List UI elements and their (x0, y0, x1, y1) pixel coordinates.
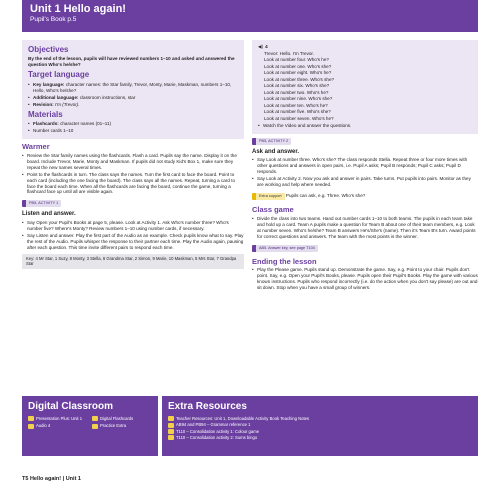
audio-icon: ◀) (258, 44, 264, 49)
extra-resource-line (168, 435, 472, 441)
resources-band (22, 396, 478, 456)
audio-script-box (252, 40, 478, 134)
flashcards-item (28, 121, 238, 127)
practice-icon (92, 424, 98, 429)
revision-text: I'm (Trevor). (54, 101, 80, 107)
target-language-heading: Target language (28, 70, 90, 80)
extra-resources-heading: Extra Resources (168, 401, 247, 412)
activity-1-heading: Listen and answer. (22, 211, 76, 218)
activity-1-item: • Say Open your Pupil's Books at page 5, please. Look at Activity 1. Ask Who's number three? Who's number five? Where's Monty? Review numbers 1–10 using number cards, if necessary. (22, 220, 244, 232)
extra-support-text: Pupils can ask, e.g. Three. Who's she? (285, 193, 366, 199)
activity-icon (168, 435, 174, 440)
ending-item: • Play the Please game. Pupils stand up. Demonstrate the game. Say, e.g. Point to your chair. Pupils don't point. Say, e.g. Open your Pupil's Books, please. Pupils open their Pupil's Books. Play the game with various known instructions. Pupils who respond incorrectly (i.e. do the action when you don't say please) are out and sit down. Stop when you have a small group of winners. (252, 267, 478, 291)
audio-line: Trevor: Hello. I'm Trevor. (264, 50, 314, 56)
activity-1-tag: PB5, ACTIVITY 1 (22, 200, 61, 207)
extra-resource-text: Teacher Resources: Unit 1, Downloadable Activity Book Teaching Notes (176, 416, 310, 421)
watch-video-item: • Watch the Video and answer the questions. (258, 123, 472, 129)
teacher-resources-icon (168, 416, 174, 421)
warmer-item: • Review the Star family names using the flashcards. Flash a card. Pupils say the name. Display it on the board. Include Trevor, Marie, Monty and Maskman. If pupils did not study Kid's Box 1, make sure they repeat the new names several times. (22, 153, 244, 171)
revision-label: Revision: (33, 101, 54, 107)
digital-item[interactable] (28, 416, 88, 421)
activity-2-item: • Say Look at number three. Who's she? The class responds Stella. Repeat three or four more times with other questions and answers in open pairs, i.e. Pupil A asks; Pupil B responds; Pupil C asks; Pupil D responds. (252, 157, 478, 175)
unit-subtitle: Pupil's Book p.5 (30, 16, 77, 23)
activity-2-tag: PB5, ACTIVITY 2 (252, 138, 291, 145)
audio-line: Look at number nine. Who's she? (264, 96, 333, 102)
activity-1-item: • Say Listen and answer. Play the first part of the Audio as an example. Check pupils know what to say. Play the rest of the Audio. Pupils whisper the response to their partner each time. Play the Audio again, pausing after each question. This time invite different pairs to respond each time. (22, 233, 244, 251)
digital-item-label: Presentation Plus: Unit 1 (36, 416, 83, 421)
extra-resource-text: T110 – Consolidation activity 1: Colour game (176, 428, 260, 434)
activity-2-item: • Say Look at Activity 2. Now you ask and answer in pairs. Take turns. Put pupils into pairs. Monitor as they are working and help where needed. (252, 176, 478, 188)
extra-resource-text: AB94 and PB94 – Grammar reference 1 (176, 422, 251, 428)
digital-item-label: Practice Extra (100, 423, 127, 429)
key-language-text: character names: the Star family, Trevor, Monty, Marie, Maskman, numbers 1–10, Hello, Who's he/she? (33, 81, 232, 93)
grammar-icon (168, 423, 174, 428)
extra-resources-panel (162, 396, 478, 456)
audio-track[interactable] (258, 44, 472, 50)
audio-line: Look at number five. Who's she? (264, 109, 331, 115)
flashcards-icon (92, 416, 98, 421)
page-footer: T5 Hello again! | Unit 1 (22, 476, 81, 482)
right-column (252, 40, 478, 292)
audio-line: Look at number ten. Who's he? (264, 102, 328, 108)
additional-language-text: classroom instructions, star (79, 94, 136, 100)
objectives-box (22, 40, 244, 139)
materials-heading: Materials (28, 109, 63, 119)
key-language-item (28, 82, 238, 94)
presentation-icon (28, 416, 34, 421)
digital-item[interactable] (92, 416, 152, 421)
audio-line: Look at number eight. Who's he? (264, 70, 332, 76)
unit-title: Unit 1 Hello again! (30, 3, 126, 15)
class-game-item: • Divide the class into two teams. Hand out number cards 1–10 to both teams. The pupils in each team take and hold up a card. Team A pupils make a question for Team B about one of their team members, e.g. Look at number seven. Who's he/she? Team B answers He's/She's (name). Then it's Team B's turn. Award points for correct questions and answers. The team with the most points is the winner. (252, 216, 478, 240)
audio-line: Look at number three. Who's she? (264, 76, 335, 82)
left-column (22, 40, 244, 269)
digital-item[interactable] (92, 423, 152, 428)
audio-line: Look at number one. Who's she? (264, 63, 332, 69)
activity-icon (168, 429, 174, 434)
flashcards-text: character names (01–11) (60, 120, 112, 126)
warmer-heading: Warmer (22, 141, 50, 151)
revision-item (28, 102, 238, 108)
extra-support-tag: Extra support (252, 193, 285, 200)
digital-item-label: Audio 4 (36, 423, 51, 429)
flashcards-label: Flashcards: (33, 120, 59, 126)
activity-book-tag: AB5. Answer key, see page T104 (252, 245, 318, 252)
audio-line: Look at number seven. Who's he? (264, 115, 334, 121)
ending-heading: Ending the lesson (252, 256, 317, 266)
digital-item-label: Digital Flashcards (100, 416, 134, 421)
digital-classroom-panel (22, 396, 158, 456)
audio-line: Look at number four. Who's he? (264, 57, 329, 63)
number-cards-item: • Number cards 1–10 (28, 128, 238, 134)
audio-track-number: 4 (265, 44, 268, 49)
digital-item[interactable] (28, 423, 88, 428)
class-game-heading: Class game (252, 205, 294, 215)
audio-icon (28, 424, 34, 429)
key-language-label: Key language: (33, 81, 65, 87)
audio-line: Look at number two. Who's he? (264, 89, 329, 95)
objectives-heading: Objectives (28, 45, 69, 54)
objectives-text: By the end of the lesson, pupils will have reviewed numbers 1–10 and asked and answered the question Who's he/she? (28, 56, 235, 68)
extra-resource-text: T110 – Consolidation activity 2: Sums bingo (176, 434, 258, 440)
additional-language-label: Additional language: (33, 94, 79, 100)
activity-2-heading: Ask and answer. (252, 148, 300, 155)
digital-classroom-heading: Digital Classroom (28, 401, 114, 412)
audio-line: Look at number six. Who's she? (264, 83, 330, 89)
answer-key-box: Key: 4 Mr Star, 1 Suzy, 8 Monty, 3 Stella, 6 Grandma Star, 2 Simon, 9 Marie, 10 Maskman, 5 Mrs Star, 7 Grandpa Star (22, 254, 244, 269)
warmer-item: • Point to the flashcards in turn. The class says the names. Turn the first card to face the board. Point to each card (including the one facing the board). The class says all the names. Repeat, turning a card to face the board each time. When all the flashcards are facing the board, continue the game, turning a flashcard face up until all are visible again. (22, 172, 244, 196)
additional-language-item (28, 95, 238, 101)
unit-header (22, 0, 478, 32)
